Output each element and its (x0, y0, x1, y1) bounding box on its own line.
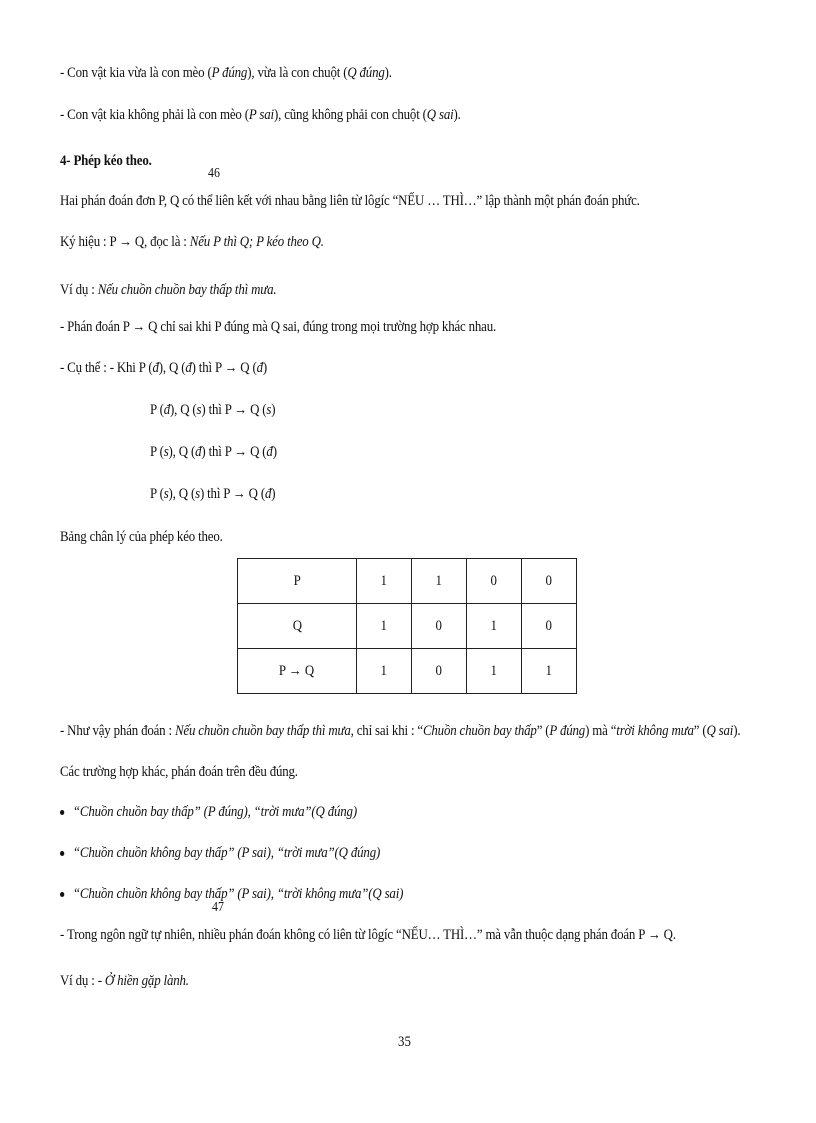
table-row (238, 559, 577, 604)
footnote-marker-47: 47 (212, 900, 224, 915)
bullet-dot-icon (60, 851, 64, 856)
line-case-4: P (s), Q (s) thì P → Q (đ) (150, 486, 276, 502)
line-cat-mouse-neither: - Con vật kia không phải là con mèo (P sai), cũng không phải con chuột (Q sai). (60, 107, 461, 123)
line-false-condition: - Phán đoán P → Q chỉ sai khi P đúng mà Q sai, đúng trong mọi trường hợp khác nhau. (60, 319, 497, 335)
table-row (238, 604, 577, 649)
line-natural-language: - Trong ngôn ngữ tự nhiên, nhiều phán đoán không có liên từ lôgíc “NẾU… THÌ…” mà vẫn thuộc dạng phán đoán P → Q. (60, 927, 676, 943)
line-notation: Ký hiệu : P → Q, đọc là : Nếu P thì Q; P kéo theo Q. (60, 234, 324, 250)
table-cell: 1 (467, 604, 522, 649)
line-example: Ví dụ : Nếu chuồn chuồn bay thấp thì mưa. (60, 282, 277, 298)
footnote-marker-46: 46 (208, 166, 220, 181)
table-cell: 0 (522, 559, 577, 604)
section-heading: 4- Phép kéo theo. (60, 153, 152, 169)
page-number: 35 (398, 1034, 411, 1050)
line-analysis: - Như vậy phán đoán : Nếu chuồn chuồn bay thấp thì mưa, chỉ sai khi : “Chuồn chuồn bay thấp” (P đúng) mà “trời không mưa” (Q sai). (60, 723, 741, 739)
table-cell: 0 (412, 604, 467, 649)
table-row (238, 649, 577, 694)
bullet-dot-icon (60, 892, 64, 897)
table-header-cell: P → Q (238, 649, 357, 694)
table-cell: 1 (467, 649, 522, 694)
line-cat-mouse-both: - Con vật kia vừa là con mèo (P đúng), vừa là con chuột (Q đúng). (60, 65, 392, 81)
line-definition: Hai phán đoán đơn P, Q có thể liên kết với nhau bằng liên từ lôgíc “NẾU … THÌ…” lập thành một phán đoán phức. (60, 193, 640, 209)
line-other-cases: Các trường hợp khác, phán đoán trên đều đúng. (60, 764, 298, 780)
table-cell: 1 (522, 649, 577, 694)
line-case-1: - Cụ thể : - Khi P (đ), Q (đ) thì P → Q (đ) (60, 360, 268, 376)
line-case-2: P (đ), Q (s) thì P → Q (s) (150, 402, 276, 418)
table-cell: 1 (357, 604, 412, 649)
line-example-2: Ví dụ : - Ở hiền gặp lành. (60, 973, 189, 989)
line-table-caption: Bảng chân lý của phép kéo theo. (60, 529, 223, 545)
bullet-dot-icon (60, 810, 64, 815)
table-header-cell: P (238, 559, 357, 604)
table-header-cell: Q (238, 604, 357, 649)
table-cell: 0 (412, 649, 467, 694)
table-cell: 0 (467, 559, 522, 604)
table-cell: 1 (357, 559, 412, 604)
line-case-3: P (s), Q (đ) thì P → Q (đ) (150, 444, 277, 460)
bullet-item: “Chuồn chuồn không bay thấp” (P sai), “trời mưa”(Q đúng) (60, 844, 380, 862)
table-cell: 1 (412, 559, 467, 604)
table-cell: 1 (357, 649, 412, 694)
truth-table (237, 558, 577, 694)
bullet-item: “Chuồn chuồn không bay thấp” (P sai), “trời không mưa”(Q sai) (60, 885, 403, 903)
bullet-item: “Chuồn chuồn bay thấp” (P đúng), “trời mưa”(Q đúng) (60, 803, 357, 821)
table-cell: 0 (522, 604, 577, 649)
